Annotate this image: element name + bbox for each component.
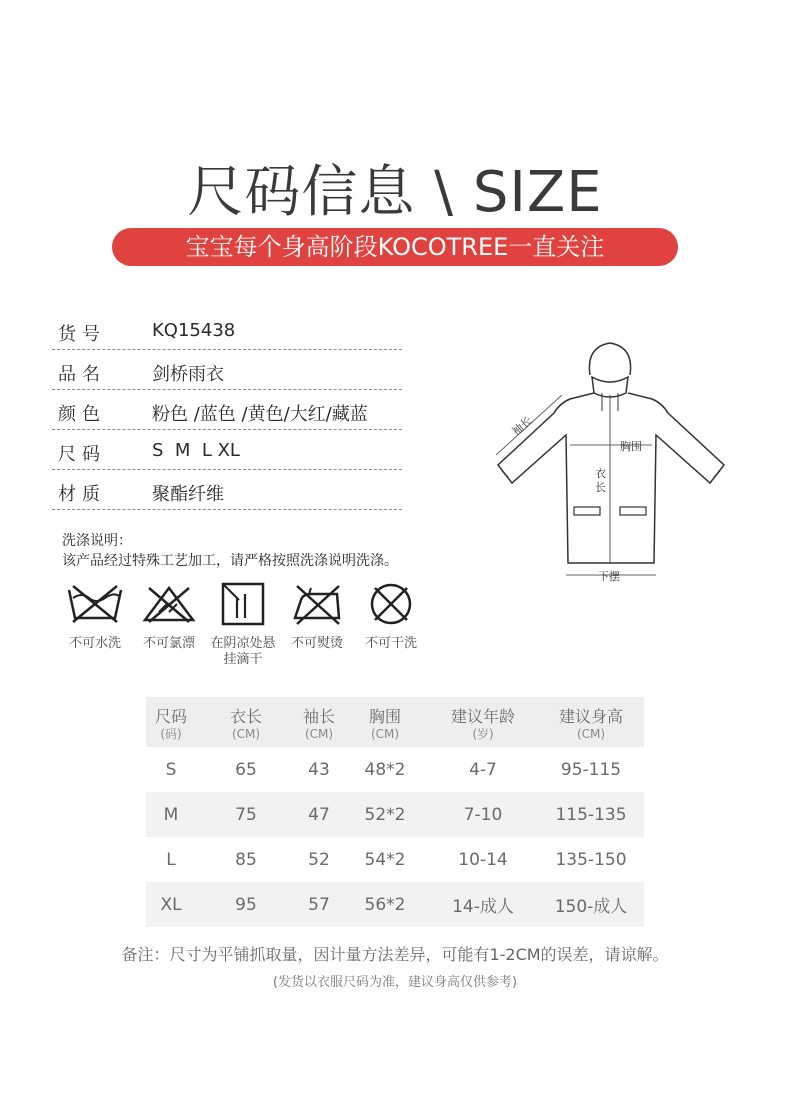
header-cell: 袖长 (CM) bbox=[296, 697, 342, 747]
spec-value: 聚酯纤维 bbox=[152, 484, 224, 505]
cell-chest: 48*2 bbox=[364, 759, 406, 780]
cell-size: L bbox=[166, 849, 176, 870]
spec-value: KQ15438 bbox=[152, 320, 236, 341]
no-iron-icon bbox=[287, 582, 347, 626]
cell-size: S bbox=[165, 759, 177, 780]
spec-row-item-number bbox=[52, 310, 402, 350]
table-row bbox=[146, 882, 644, 927]
wash-title: 洗涤说明： bbox=[62, 533, 132, 549]
length-label-2: 长 bbox=[595, 481, 606, 494]
hem-label: 下摆 bbox=[598, 570, 620, 583]
cell-height: 135-150 bbox=[555, 849, 627, 870]
size-table-header bbox=[146, 697, 644, 747]
table-row bbox=[146, 747, 644, 792]
cell-size: M bbox=[146, 792, 196, 837]
coat-body-outline bbox=[498, 393, 724, 563]
spec-value: S M L XL bbox=[152, 440, 240, 461]
spec-row-material bbox=[52, 470, 402, 510]
size-table bbox=[146, 697, 644, 927]
length-label-1: 衣 bbox=[595, 467, 606, 480]
cell-size: XL bbox=[146, 882, 196, 927]
care-label: 在阴凉处悬挂滴干 bbox=[210, 636, 276, 667]
cell-age: 4-7 bbox=[469, 759, 497, 780]
header-cell: 尺码 (码) bbox=[146, 697, 196, 747]
cell-height: 115-135 bbox=[538, 792, 644, 837]
header-cell: 建议身高 (CM) bbox=[538, 697, 644, 747]
hood-outline bbox=[589, 343, 630, 375]
header-cell: 建议年龄 (岁) bbox=[428, 697, 538, 747]
cell-age: 10-14 bbox=[458, 849, 508, 870]
cell-sleeve: 52 bbox=[308, 849, 330, 870]
spec-key: 材质 bbox=[58, 484, 106, 505]
cell-height: 95-115 bbox=[560, 759, 622, 780]
raincoat-diagram bbox=[478, 335, 738, 590]
no-bleach-icon bbox=[139, 582, 199, 626]
care-label: 不可熨烫 bbox=[290, 636, 343, 651]
cell-age: 14-成人 bbox=[428, 882, 538, 927]
care-no-water-wash bbox=[57, 582, 133, 652]
care-no-bleach bbox=[131, 582, 207, 652]
table-row bbox=[146, 837, 644, 882]
care-no-dry-clean bbox=[353, 582, 429, 652]
note-primary: 备注：尺寸为平铺抓取量，因计量方法差异，可能有1-2CM的误差，请谅解。 bbox=[121, 945, 669, 964]
cell-height: 150-成人 bbox=[538, 882, 644, 927]
wash-description: 该产品经过特殊工艺加工，请严格按照洗涤说明洗涤。 bbox=[62, 553, 398, 569]
spec-value: 剑桥雨衣 bbox=[152, 364, 224, 385]
cell-length: 95 bbox=[196, 882, 296, 927]
spec-row-sizes bbox=[52, 430, 402, 470]
cell-sleeve: 57 bbox=[296, 882, 342, 927]
care-label: 不可干洗 bbox=[364, 636, 417, 651]
cell-sleeve: 47 bbox=[296, 792, 342, 837]
cell-length: 85 bbox=[235, 849, 257, 870]
cell-sleeve: 43 bbox=[308, 759, 330, 780]
spec-value: 粉色 /蓝色 /黄色/大红/藏蓝 bbox=[152, 404, 368, 425]
care-shade-hang-dry bbox=[205, 582, 281, 668]
cell-chest: 56*2 bbox=[342, 882, 428, 927]
no-water-wash-icon bbox=[65, 582, 125, 626]
slogan-banner: 宝宝每个身高阶段KOCOTREE一直关注 bbox=[112, 228, 678, 266]
cell-length: 65 bbox=[235, 759, 257, 780]
page-title: 尺码信息 \ SIZE bbox=[187, 160, 603, 225]
note-secondary: (发货以衣服尺码为准，建议身高仅供参考) bbox=[272, 975, 518, 990]
care-no-iron bbox=[279, 582, 355, 652]
spec-row-colors bbox=[52, 390, 402, 430]
chest-label: 胸围 bbox=[620, 440, 642, 453]
no-dry-clean-icon bbox=[361, 582, 421, 626]
header-cell: 衣长 (CM) bbox=[196, 697, 296, 747]
spec-key: 品名 bbox=[58, 364, 106, 385]
care-label: 不可氯漂 bbox=[142, 636, 195, 651]
care-label: 不可水洗 bbox=[68, 636, 121, 651]
header-cell: 胸围 (CM) bbox=[342, 697, 428, 747]
spec-key: 颜色 bbox=[58, 404, 106, 425]
cell-chest: 52*2 bbox=[342, 792, 428, 837]
spec-key: 尺码 bbox=[58, 444, 106, 465]
spec-row-product-name bbox=[52, 350, 402, 390]
cell-age: 7-10 bbox=[428, 792, 538, 837]
cell-length: 75 bbox=[196, 792, 296, 837]
table-row bbox=[146, 792, 644, 837]
cell-chest: 54*2 bbox=[364, 849, 406, 870]
sleeve-label: 袖长 bbox=[509, 414, 535, 439]
spec-key: 货号 bbox=[58, 324, 106, 345]
shade-hang-dry-icon bbox=[213, 582, 273, 626]
